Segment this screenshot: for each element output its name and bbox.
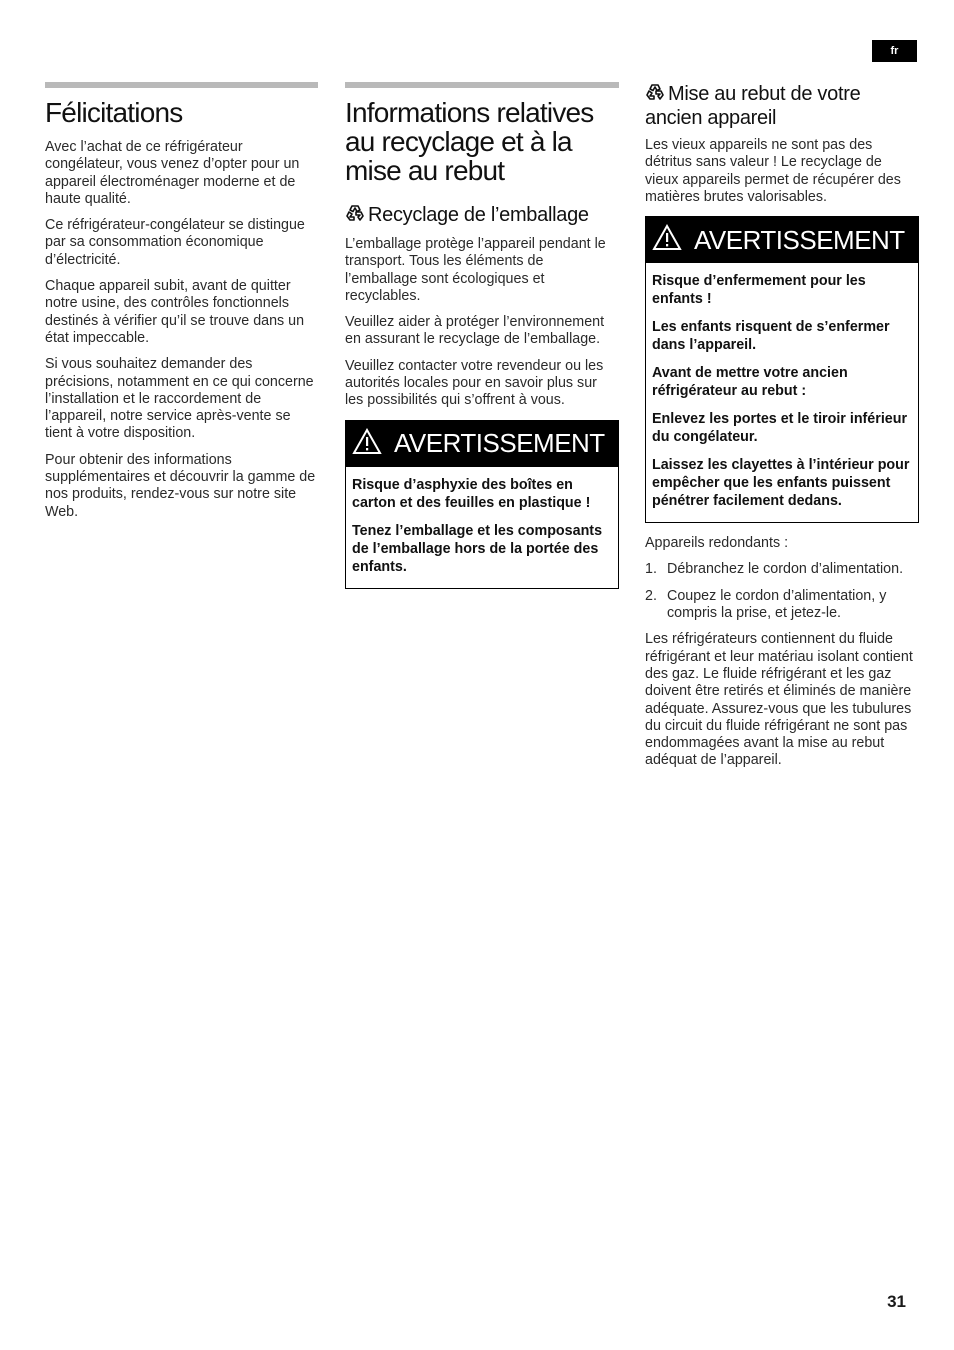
warning-line: Tenez l’emballage et les composants de l’emballage hors de la portée des enfants. (352, 522, 603, 575)
list-item (645, 561, 919, 578)
warning-box-appliance (645, 216, 919, 523)
warning-body (346, 467, 618, 588)
paragraph: Avec l’achat de ce réfrigérateur congélateur, vous venez d’opter pour un appareil électroménager moderne et de haute qualité. (45, 139, 300, 207)
subtitle-recyclage-emballage (345, 203, 619, 228)
step-number: 2. (645, 587, 657, 604)
paragraph: Veuillez contacter votre revendeur ou les autorités locales pour en savoir plus sur les possibilités qui s’offrent à vous. (345, 357, 604, 409)
list-intro: Appareils redondants : (645, 535, 789, 552)
warning-line: Avant de mettre votre ancien réfrigérateur au rebut : (652, 365, 848, 400)
column-mise-au-rebut (645, 82, 919, 779)
warning-line: Risque d’enfermement pour les enfants ! (652, 273, 866, 308)
warning-line: Enlevez les portes et le tiroir inférieur du congélateur. (652, 411, 908, 446)
paragraph: Les réfrigérateurs contiennent du fluide réfrigérant et leur matériau isolant contient des gaz. Le fluide réfrigérant et les gaz doivent être retirés et éliminés de manière adéquate. Assurez-vous que les tubulures du circuit du fluide réfrigérant ne sont pas endommagées avant la mise au rebut adéquat de l’appareil. (645, 631, 913, 769)
warning-title: AVERTISSEMENT (394, 428, 605, 459)
paragraph: L’emballage protège l’appareil pendant le transport. Tous les éléments de l’emballage sont écologiques et recyclables. (345, 236, 606, 304)
step-text: Coupez le cordon d’alimentation, y compris la prise, et jetez-le. (667, 587, 887, 622)
warning-triangle-icon (352, 428, 382, 460)
paragraph: Veuillez aider à protéger l’environnement en assurant le recyclage de l’emballage. (345, 314, 605, 348)
list-item (645, 588, 919, 623)
step-number: 1. (645, 561, 657, 578)
step-text: Débranchez le cordon d’alimentation. (667, 561, 904, 578)
language-badge: fr (872, 40, 917, 62)
section-title-recyclage: Informations relatives au recyclage et à la mise au rebut (345, 97, 594, 186)
paragraph: Les vieux appareils ne sont pas des détritus sans valeur ! Le recyclage de vieux appareils permet de récupérer des matières brutes valorisables. (645, 137, 901, 205)
warning-title: AVERTISSEMENT (694, 224, 905, 255)
column-recyclage (345, 82, 619, 601)
warning-triangle-icon (652, 224, 682, 256)
section-rule (45, 82, 318, 88)
recycle-icon (345, 203, 365, 228)
subtitle-text: Mise au rebut de votre ancien appareil (645, 83, 861, 129)
column-felicitations (45, 82, 318, 530)
warning-box-packaging (345, 420, 619, 589)
warning-line: Les enfants risquent de s’enfermer dans l’appareil. (652, 319, 890, 354)
recycle-icon (645, 82, 665, 107)
warning-header (646, 217, 918, 263)
paragraph: Pour obtenir des informations supplémentaires et découvrir la gamme de nos produits, rendez-vous sur notre site Web. (45, 451, 316, 520)
warning-line: Risque d’asphyxie des boîtes en carton et des feuilles en plastique ! (352, 476, 591, 511)
subtitle-text: Recyclage de l’emballage (368, 204, 589, 226)
steps-list (645, 561, 919, 622)
warning-line: Laissez les clayettes à l’intérieur pour empêcher que les enfants puissent pénétrer facilement dedans. (652, 457, 910, 510)
warning-header (346, 421, 618, 467)
paragraph: Si vous souhaitez demander des précisions, notamment en ce qui concerne l’installation et le raccordement de l’appareil, notre service après-vente se tient à votre disposition. (45, 356, 314, 442)
subtitle-mise-au-rebut (645, 82, 919, 129)
paragraph: Ce réfrigérateur-congélateur se distingue par sa consommation économique d’électricité. (45, 217, 305, 268)
warning-body (646, 263, 918, 522)
page-number: 31 (887, 1292, 906, 1311)
section-rule (345, 82, 619, 88)
paragraph: Chaque appareil subit, avant de quitter notre usine, des contrôles fonctionnels destinés à vérifier qu’il se trouve dans un état impeccable. (45, 278, 305, 346)
section-title-felicitations: Félicitations (45, 97, 183, 128)
